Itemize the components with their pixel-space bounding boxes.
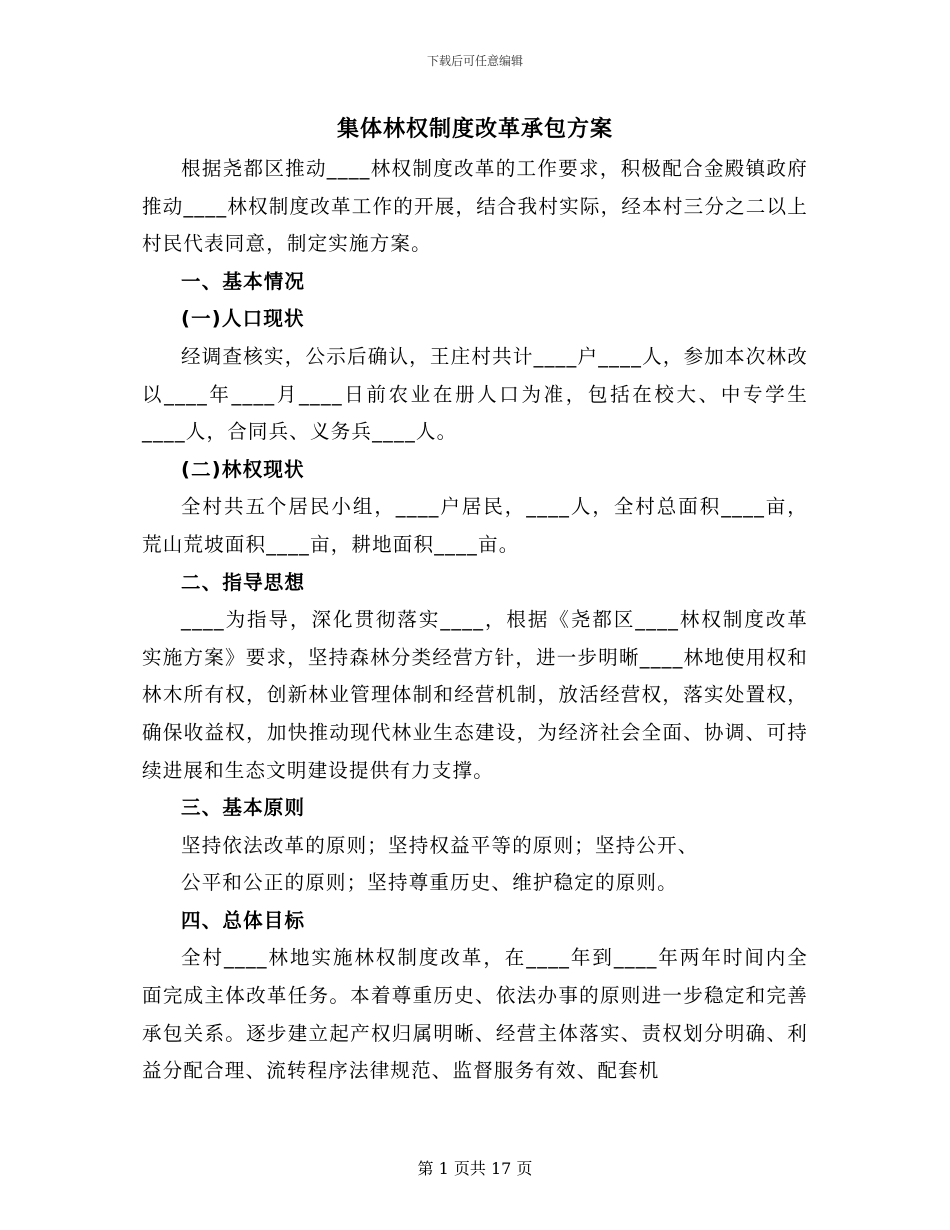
section-heading-overall-goal: 四、总体目标 — [181, 908, 306, 932]
principles-line-1: 坚持依法改革的原则；坚持权益平等的原则；坚持公开、 — [181, 833, 699, 857]
section-heading-guiding-ideology: 二、指导思想 — [181, 570, 306, 594]
subsection-heading-forest-rights: (二)林权现状 — [181, 457, 305, 481]
principles-line-2: 公平和公正的原则；坚持尊重历史、维护稳定的原则。 — [181, 871, 678, 895]
section-heading-basic-situation: 一、基本情况 — [181, 269, 306, 293]
section-heading-basic-principles: 三、基本原则 — [181, 796, 306, 820]
overall-goal-paragraph: 全村____林地实施林权制度改革，在____年到____年两年时间内全面完成主体改革任务。本着尊重历史、依法办事的原则进一步稳定和完善承包关系。逐步建立起产权归属明晰、经营主体落实、责权划分明确、利益分配合理、流转程序法律规范、监督服务有效、配套机 — [142, 946, 808, 1083]
forest-rights-paragraph: 全村共五个居民小组，____户居民，____人，全村总面积____亩，荒山荒坡面积____亩，耕地面积____亩。 — [142, 495, 808, 556]
population-paragraph: 经调查核实，公示后确认，王庄村共计____户____人，参加本次林改以____年____月____日前农业在册人口为准，包括在校大、中专学生____人，合同兵、义务兵____人。 — [142, 344, 808, 444]
guiding-ideology-paragraph: ____为指导，深化贯彻落实____，根据《尧都区____林权制度改革实施方案》要求，坚持森林分类经营方针，进一步明晰____林地使用权和林木所有权，创新林业管理体制和经营机制，放活经营权，落实处置权，确保收益权，加快推动现代林业生态建设，为经济社会全面、协调、可持续进展和生态文明建设提供有力支撑。 — [142, 608, 808, 782]
page-number: 第 1 页共 17 页 — [417, 1159, 533, 1178]
document-body — [142, 150, 808, 1090]
subsection-heading-population: (一)人口现状 — [181, 307, 305, 331]
document-title: 集体林权制度改革承包方案 — [336, 117, 613, 142]
intro-paragraph: 根据尧都区推动____林权制度改革的工作要求，积极配合金殿镇政府推动____林权制度改革工作的开展，结合我村实际，经本村三分之二以上村民代表同意，制定实施方案。 — [142, 157, 808, 256]
page-header: 下载后可任意编辑 — [426, 54, 523, 68]
